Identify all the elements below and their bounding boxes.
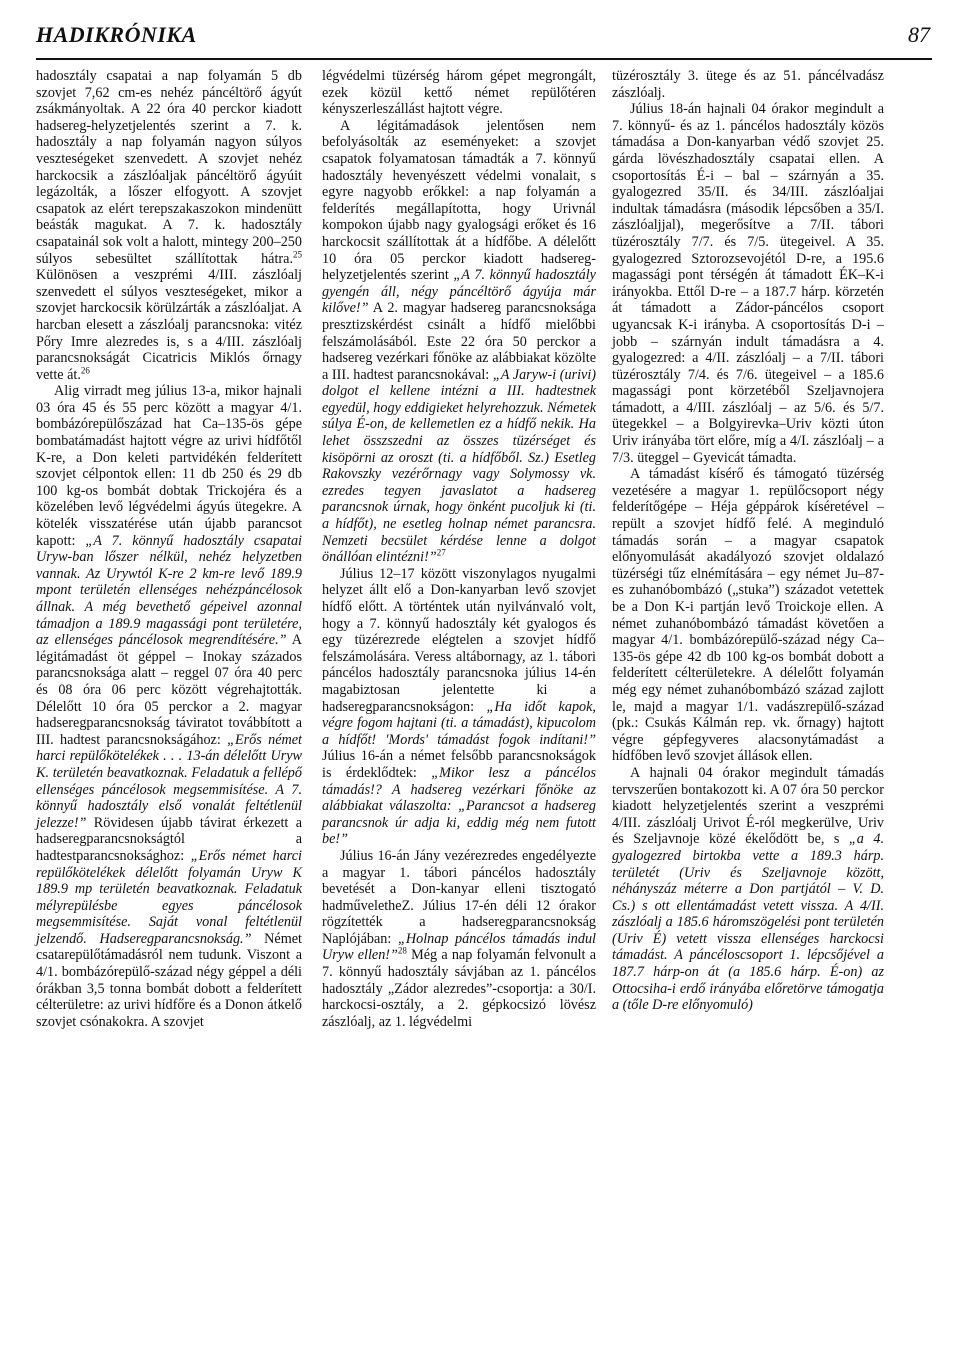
quote: „Mikor lesz a páncélos támadás!? A hadsereg vezérkari főnöke az alábbiakat válaszolta: „Parancsot a hadsereg parancsnok úr adja ki, eddig még nem futott be!” <box>322 764 597 848</box>
quote: „Erős német harci repülőkötelékek délelőtt folyamán Uryw K 189.9 mp területén beavatkoznak. Feladatuk mélyrepülésbe egyes páncélosok megsemmisítése. Saját vonal feltétlenül jelzendő. Hadseregparancsnokság.” <box>36 847 302 947</box>
footnote-ref: 26 <box>80 364 90 375</box>
quote: „Holnap páncélos támadás indul Uryw ellen!” <box>322 930 596 964</box>
quote: „a 4. gyalogezred birtokba vette a 189.3 hárp. területét (Uriv és Szeljavnoje között, néhányszáz méterre a Don partjától – V. D. Cs.) s ott ellentámadást vetett vissza. A 4/II. zászlóalj a 185.6 háromszögelési pont területén (Uriv É) vetett vissza ellenséges harckocsi támadást. A páncéloscsoport 1. lépcsőjével a 187.7 hárp-on át (a 185.6 hárp. É-on) az Ottocsiha-i erdő irányába előretörve támogatja a (tőle D-re előnyomuló) <box>612 831 885 1014</box>
running-title: HADIKRÓNIKA <box>36 22 197 47</box>
quote: „Ha időt kapok, végre fogom hajtani (ti. a támadást), kipucolom a hídfőt! 'Mords' támadást fogok indítani!” <box>322 698 596 748</box>
paragraph: hadosztály csapatai a nap folyamán 5 db szovjet 7,62 cm-es nehéz páncéltörő ágyút zsákmányoltak. A 22 óra 40 perckor kiadott hadsereg-helyzetjelentés szerint a 7. k. hadosztály a nap folyamán nagyon súlyos veszteségeket szenvedett. A szovjet nehéz harckocsik a zászlóaljak páncéltörő ágyúit legázolták, a lőszer elfogyott. A szovjet csapatok az elért terepszakaszokon mindenütt beásták magukat. A 7. k. hadosztály csapatainál sok volt a halott, mintegy 200–250 súlyos sebesültet szállítottak hátra.$^{25}$ Különösen a veszprémi 4/III. zászlóalj szenvedett el súlyos veszteségeket, mikor a szovjet harckocsik körülzárták a zászlóaljat. A harcban elesett a zászlóalj parancsnoka: vitéz Pőry Imre alezredes is, s a 4/III. zászlóalj parancsnokságát Cicatricis Miklós őrnagy vette át.$^{26}$ <box>36 68 302 383</box>
paragraph: Július 16-án Jány vezérezredes engedélyezte a magyar 1. tábori páncélos hadosztály bevetését a Don-kanyar elleni tisztogató hadműveletheZ. Július 17-én déli 12 órakor rögzítették a hadseregparancsnokság Naplójában: „Holnap páncélos támadás indul Uryw ellen!”$^{28}$ Még a nap folyamán felvonult a 7. könnyű hadosztály sávjában az 1. páncélos hadosztály „Zádor alezredes”-csoportja: a 30/I. harckocsi-osztály, a 2. gépkocsizó lövész zászlóalj, az 1. légvédelmi <box>322 847 596 1030</box>
paragraph: A támadást kísérő és támogató tüzérség vezetésére a magyar 1. repülőcsoport négy felderítőgépe – Héja géppárok kíséretével – repült a szovjet hídfő felé. A meginduló támadás során – a magyar csapatok előnyomulását akadályozó szovjet oldalazó tüzérségi tűz elnémítására – egy német Ju–87-es zuhanóbombázó („stuka”) századot vetettek be a Don K-i partján levő Troickoje ellen. A német zuhanóbombázó támadást követően a magyar 4/1. bombázórepülő-század négy Ca–135-ös gépe 42 db 100 kg-os bombát dobott a felderített célterületekre. A délelőtt folyamán még egy német zuhanóbombázó század zajlott le, majd a magyar 1/1. vadászrepülő-század (pk.: Csukás Kálmán rep. vk. őrnagy) hajtott végre gépfegyveres alacsonytámadást a hídfőben levő szovjet állások ellen. <box>612 466 884 765</box>
quote: „A 7. könnyű hadosztály gyengén áll, négy páncéltörő ágyúja már kilőve!” <box>322 267 596 317</box>
quote: „Erős német harci repülőkötelékek . . . 13-án délelőtt Uryw K. területén beavatkoznak. Feladatuk a fellépő ellenséges páncélosok megsemmisítése. A 7. könnyű hadosztály első vonalát feltétlenül jelezze!” <box>36 731 302 831</box>
text-column-1 <box>36 68 302 1030</box>
text-column-2 <box>322 68 596 1030</box>
footnote-ref: 28 <box>397 945 407 956</box>
footnote-ref: 27 <box>436 547 446 558</box>
paragraph: A légitámadások jelentősen nem befolyásolták az eseményeket: a szovjet csapatok folyamatosan támadták a 7. könnyű hadosztály hevenyészett védelmi vonalait, s egyre nagyobb erőkkel: a nap folyamán a felderítés megállapította, hogy Urivnál kompokon újabb nagy gyalogsági erőket és 16 harckocsit szállítottak át a hídfőbe. A délelőtt 10 óra 05 perckor kiadott hadsereg-helyzetjelentés szerint „A 7. könnyű hadosztály gyengén áll, négy páncéltörő ágyúja már kilőve!” A 2. magyar hadsereg parancsnoksága presztizskérdést csinált a hídfő mielőbbi felszámolásából. Este 22 óra 50 perckor a hadsereg vezérkari főnöke az alábbiakat közölte a III. hadtest parancsnokával: „A Jaryw-i (urivi) dolgot el kellene intézni a III. hadtestnek egyedül, hogy eddigieket helyrehozzuk. Németek súlya É-on, de kellemetlen ez a hídfő nekik. Ha lehet összszedni az összes tüzérséget és kisöpörni az oroszt (ti. a hídfőből. Sz.) Esetleg Rakovszky vezérőrnagy vagy Solymossy vk. ezredes tegyen javaslatot a hadsereg parancsnok úrnak, hogy önként pucoljuk ki (ti. a hídfőt), ne esetleg holnap német parancsra. Nemzeti becsület kérdése lenne a dolgot önállóan elintézni!”$^{27}$ <box>322 117 596 566</box>
paragraph: A hajnali 04 órakor megindult támadás tervszerűen bontakozott ki. A 07 óra 50 perckor kiadott helyzetjelentés szerint a veszprémi 4/III. zászlóalj Urivot É-ról megkerülve, Uriv és Szeljavnoje közé ékelődött be, s „a 4. gyalogezred birtokba vette a 189.3 hárp. területét (Uriv és Szeljavnoje között, néhányszáz méterre a Don partjától – V. D. Cs.) s ott ellentámadást vetett vissza. A 4/II. zászlóalj a 185.6 háromszögelési pont területén (Uriv É) vetett vissza ellenséges harckocsi támadást. A páncéloscsoport 1. lépcsőjével a 187.7 hárp-on át (a 185.6 hárp. É-on) az Ottocsiha-i erdő irányába előretörve támogatja a (tőle D-re előnyomuló) <box>612 764 885 1014</box>
paragraph: Július 12–17 között viszonylagos nyugalmi helyzet állt elő a Don-kanyarban levő szovjet hídfő előtt. A történtek után nyilvánvaló volt, hogy a 7. könnyű hadosztály két gyalogos és egy tüzérezrede elégtelen a szovjet hídfő felszámolására. Veress altábornagy, az 1. tábori páncélos hadosztály parancsnoka július 14-én magabiztosan jelentette ki a hadseregparancsnokságon: „Ha időt kapok, végre fogom hajtani (ti. a támadást), kipucolom a hídfőt! 'Mords' támadást fogok indítani!” Július 16-án a német felsőbb parancsnokságok is érdeklődtek: „Mikor lesz a páncélos támadás!? A hadsereg vezérkari főnöke az alábbiakat válaszolta: „Parancsot a hadsereg parancsnok úr adja ki, eddig még nem futott be!” <box>322 565 597 848</box>
page-header <box>36 18 932 60</box>
page-number: 87 <box>908 22 930 47</box>
paragraph: légvédelmi tüzérség három gépet megrongált, ezek közül kettő német repülőtéren kényszerleszállást hajtott végre. <box>322 68 596 118</box>
footnote-ref: 25 <box>293 248 302 259</box>
quote: „A Jaryw-i (urivi) dolgot el kellene intézni a III. hadtestnek egyedül, hogy eddigieket helyrehozzuk. Németek súlya É-on, de kellemetlen ez a hídfő nekik. Ha lehet összszedni az összes tüzérséget és kisöpörni az oroszt (ti. a hídfőből. Sz.) Esetleg Rakovszky vezérőrnagy vagy Solymossy vk. ezredes tegyen javaslatot a hadsereg parancsnok úrnak, hogy önként pucoljuk ki (ti. a hídfőt), ne esetleg holnap német parancsra. Nemzeti becsület kérdése lenne a dolgot önállóan elintézni!” <box>322 366 596 566</box>
quote: „A 7. könnyű hadosztály csapatai Uryw-ban lőszer nélkül, nehéz helyzetben vannak. Az Urywtól K-re 2 km-re levő 189.9 mpont területén ellenséges nehézpáncélosok állnak. A még bevethető gépeivel azonnal támadjon a 189.9 magassági pont területére, az ellenséges páncélosok megrendítésére.” <box>36 532 302 649</box>
paragraph: tüzérosztály 3. ütege és az 51. páncélvadász zászlóalj. <box>612 68 884 101</box>
text-column-3 <box>612 68 884 1014</box>
paragraph: Július 18-án hajnali 04 órakor megindult a 7. könnyű- és az 1. páncélos hadosztály közös támadása a Don-kanyarban védő szovjet 25. gárda lövészhadosztály csapatai ellen. A csoportosítás É-i – bal – szárnyán a 35. gyalogezred 35/II. és 34/III. zászlóaljai indultak támadásra (második lépcsőben a 35/I. zászlóaljjal), megerősítve a 7/II. tábori tüzérosztály 7/7. és 7/5. ütegeivel. A 35. gyalogezred Sztorozsevojétól D-re, a 195.6 magassági pont térségén át támadott ÉK–K-i irányokba. Ettől D-re – a 187.7 hárp. körzetén át támadott a Zádor-páncélos csoport ugyancsak K-i irányba. A csoportosítás D-i – jobb – szárnyán indult támadásra a 4. gyalogezred: a 4/II. zászlóalj – a 7/II. tábori tüzérosztály 7/4. és 7/6. ütegeivel – a 185.6 magassági pont körzetéből Szeljavnojera támadott, a 4/III. zászlóalj – az 5/6. és 5/7. ütegekkel – a Bolgyirevka–Uriv közti úton Uriv irányába tört előre, míg a 4/I. zászlóalj – a 7/3. üteggel – Gyevicát támadta. <box>612 101 884 466</box>
paragraph: Alig virradt meg július 13-a, mikor hajnali 03 óra 45 és 55 perc között a magyar 4/1. bombázórepülőszázad hat Ca–135-ös gépe bombatámadást hajtott végre az urivi hídfőtől K-re, a Don keleti partvidékén felderített szovjet célpontok ellen: 11 db 250 és 29 db 100 kg-os bombát dobtak Trickojéra és a közelében levő légvédelmi ágyús ütegekre. A kötelék visszatérése után újabb parancsot kapott: „A 7. könnyű hadosztály csapatai Uryw-ban lőszer nélkül, nehéz helyzetben vannak. Az Urywtól K-re 2 km-re levő 189.9 mpont területén ellenséges nehézpáncélosok állnak. A még bevethető gépeivel azonnal támadjon a 189.9 magassági pont területére, az ellenséges páncélosok megrendítésére.” A légitámadást öt géppel – Inokay százados parancsnoksága alatt – reggel 07 óra 40 perc és 08 óra 06 perc között végrehajtották. Délelőtt 10 óra 05 perckor a 2. magyar hadseregparancsnokság táviratot továbbított a III. hadtest parancsnokságához: „Erős német harci repülőkötelékek . . . 13-án délelőtt Uryw K. területén beavatkoznak. Feladatuk a fellépő ellenséges páncélosok megsemmisítése. A 7. könnyű hadosztály első vonalát feltétlenül jelezze!” Rövidesen újabb távirat érkezett a hadseregparancsnokságtól a hadtestparancsnoksághoz: „Erős német harci repülőkötelékek délelőtt folyamán Uryw K 189.9 mp területén beavatkoznak. Feladatuk mélyrepülésbe egyes páncélosok megsemmisítése. Saját vonal feltétlenül jelzendő. Hadseregparancsnokság.” Német csatarepülőtámadásról nem tudunk. Viszont a 4/1. bombázórepülő-század négy géppel a déli órákban 3,5 tonna bombát dobott a felderített célterületre: az urivi hídfőre és a Donon átkelő szovjet csónakokra. A szovjet <box>36 383 302 1030</box>
